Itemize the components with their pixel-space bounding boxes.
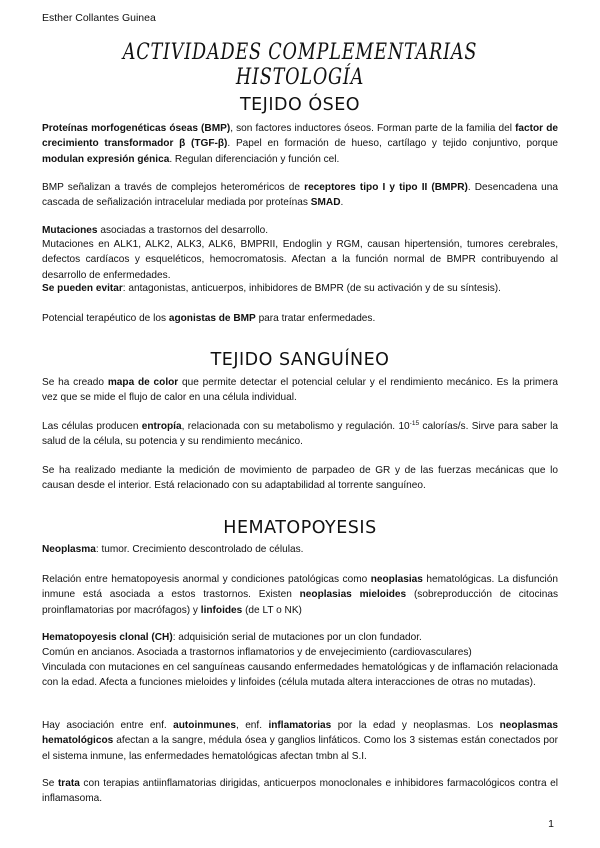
paragraph: Neoplasma: tumor. Crecimiento descontrolado de células.: [42, 544, 304, 555]
paragraph: Se ha realizado mediante la medición de movimiento de parpadeo de GR y de las fuerzas mecánicas que lo causan desde el interior. Está relacionado con su adaptabilidad al torrente sanguíneo.: [42, 465, 558, 492]
paragraph: Se ha creado mapa de color que permite detectar el potencial celular y el rendimiento mecánico. Es la primera vez que se mide el flujo de calor en una célula individual.: [42, 377, 559, 404]
paragraph: BMP señalizan a través de complejos heteroméricos de receptores tipo I y tipo II (BMPR). Desencadena una cascada de señalización intracelular mediada por proteínas SMAD.: [42, 182, 559, 209]
paragraph: Se pueden evitar: antagonistas, anticuerpos, inhibidores de BMPR (de su activación y de su síntesis).: [42, 283, 501, 294]
page-title: ACTIVIDADES COMPLEMENTARIAS HISTOLOGÍA: [122, 40, 478, 90]
section-title-tejido-sanguineo: TEJIDO SANGUÍNEO: [210, 350, 390, 370]
paragraph: Proteínas morfogenéticas óseas (BMP), son factores inductores óseos. Forman parte de la familia del factor de crecimiento transformador β (TGF-β). Papel en formación de hueso, cartílago y tejido conjuntivo, porque modulan expresión génica. Regulan diferenciación y función cel.: [42, 123, 558, 165]
paragraph: Común en ancianos. Asociada a trastornos inflamatorios y de envejecimiento (cardiovasculares): [42, 647, 472, 658]
paragraph: Potencial terapéutico de los agonistas de BMP para tratar enfermedades.: [42, 313, 376, 324]
author-name: Esther Collantes Guinea: [42, 12, 156, 24]
paragraph: Mutaciones en ALK1, ALK2, ALK3, ALK6, BMPRII, Endoglin y RGM, causan hipertensión, tumores cerebrales, defectos cardíacos y esqueléticos, hemocromatosis. Afectan a la función normal de BMPR contribuyendo al desarrollo de enfermedades.: [42, 239, 558, 281]
section-title-hematopoyesis: HEMATOPOYESIS: [223, 518, 377, 538]
paragraph: Hematopoyesis clonal (CH): adquisición serial de mutaciones por un clon fundador.: [42, 632, 422, 643]
paragraph: Mutaciones asociadas a trastornos del desarrollo.: [42, 225, 269, 236]
paragraph: Hay asociación entre enf. autoinmunes, enf. inflamatorias por la edad y neoplasmas. Los neoplasmas hematológicos afectan a la sangre, médula ósea y ganglios linfáticos. Como los 3 sistemas están conectados por el sistema inmune, las enfermedades hematológicas afectan tmbn al S.I.: [42, 720, 558, 762]
section-title-tejido-oseo: TEJIDO ÓSEO: [239, 95, 361, 115]
paragraph: Las células producen entropía, relacionada con su metabolismo y regulación. $10^{-15}$ calorías/s. Sirve para saber la salud de la célula, su potencia y su rendimiento mecánico.: [42, 420, 559, 448]
paragraph: Vinculada con mutaciones en cel sanguíneas causando enfermedades hematológicas y de inflamación relacionada con la edad. Afecta a funciones mieloides y linfoides (célula mutada altera interacciones de otras no mutadas).: [42, 662, 558, 689]
paragraph: Relación entre hematopoyesis anormal y condiciones patológicas como neoplasias hematológicas. La disfunción inmune está asociada a estos trastornos. Existen neoplasias mieloides (sobreproducción de citocinas proinflamatorias por macrófagos) y linfoides (de LT o NK): [42, 574, 559, 616]
paragraph: Se trata con terapias antiinflamatorias dirigidas, anticuerpos monoclonales e inhibidores farmacológicos contra el inflamasoma.: [42, 778, 558, 805]
page-number: 1: [548, 818, 554, 830]
